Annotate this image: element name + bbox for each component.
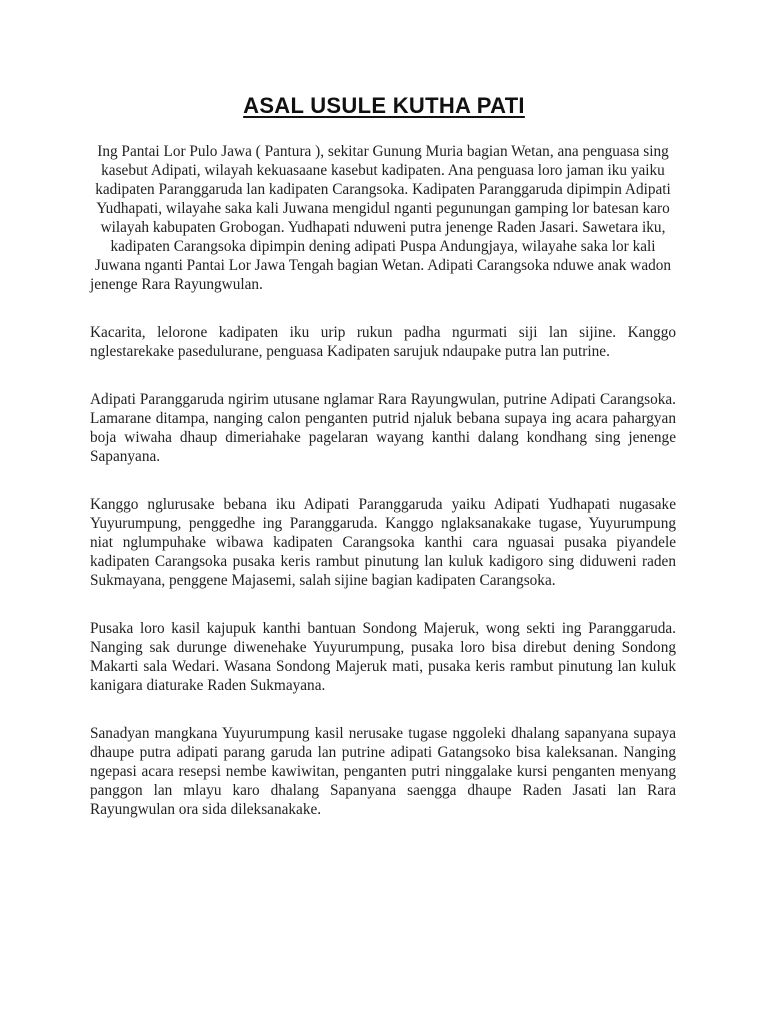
page-title: ASAL USULE KUTHA PATI	[243, 93, 525, 118]
paragraph-4: Kanggo nglurusake bebana iku Adipati Paranggaruda yaiku Adipati Yudhapati nugasake Yuyurumpung, penggedhe ing Paranggaruda. Kanggo nglaksanakake tugase, Yuyurumpung niat nglumpuhake wibawa kadipaten Carangsoka kanthi cara nguasai pusaka piyandele kadipaten Carangsoka pusaka keris rambut pinutung lan kuluk kadigoro sing diduweni raden Sukmayana, penggene Majasemi, salah sijine bagian kadipaten Carangsoka.	[90, 496, 676, 589]
paragraph-5: Pusaka loro kasil kajupuk kanthi bantuan Sondong Majeruk, wong sekti ing Paranggaruda. Nanging sak durunge diwenehake Yuyurumpung, pusaka loro bisa direbut dening Sondong Makarti sala Wedari. Wasana Sondong Majeruk mati, pusaka keris rambut pinutung lan kuluk kanigara diaturake Raden Sukmayana.	[90, 620, 676, 694]
paragraph-6: Sanadyan mangkana Yuyurumpung kasil nerusake tugase nggoleki dhalang sapanyana supaya dhaupe putra adipati parang garuda lan putrine adipati Gatangsoko bisa kaleksanan. Nanging ngepasi acara resepsi nembe kawiwitan, penganten putri ninggalake kursi penganten menyang panggon lan mlayu karo dhalang Sapanyana saengga dhaupe Raden Jasati lan Rara Rayungwulan ora sida dileksanakake.	[90, 725, 676, 818]
paragraph-1: Ing Pantai Lor Pulo Jawa ( Pantura ), sekitar Gunung Muria bagian Wetan, ana penguasa sing kasebut Adipati, wilayah kekuasaane kasebut kadipaten. Ana penguasa loro jaman iku yaiku kadipaten Paranggaruda lan kadipaten Carangsoka. Kadipaten Paranggaruda dipimpin Adipati Yudhapati, wilayahe saka kali Juwana mengidul nganti pegunungan gamping lor batesan karo wilayah kabupaten Grobogan. Yudhapati nduweni putra jenenge Raden Jasari. Sawetara iku, kadipaten Carangsoka dipimpin dening adipati Puspa Andungjaya, wilayahe saka lor kali Juwana nganti Pantai Lor Jawa Tengah bagian Wetan. Adipati Carangsoka nduwe anak wadon jenenge Rara Rayungwulan.	[90, 143, 672, 293]
paragraph-3: Adipati Paranggaruda ngirim utusane nglamar Rara Rayungwulan, putrine Adipati Carangsoka. Lamarane ditampa, nanging calon penganten putrid njaluk bebana supaya ing acara pahargyan boja wiwaha dhaup dimeriahake pagelaran wayang kanthi dalang kondhang sing jenenge Sapanyana.	[90, 391, 676, 465]
paragraph-2: Kacarita, lelorone kadipaten iku urip rukun padha ngurmati siji lan sijine. Kanggo nglestarekake pasedulurane, penguasa Kadipaten sarujuk ndaupake putra lan putrine.	[90, 324, 676, 360]
document-body	[90, 142, 676, 819]
